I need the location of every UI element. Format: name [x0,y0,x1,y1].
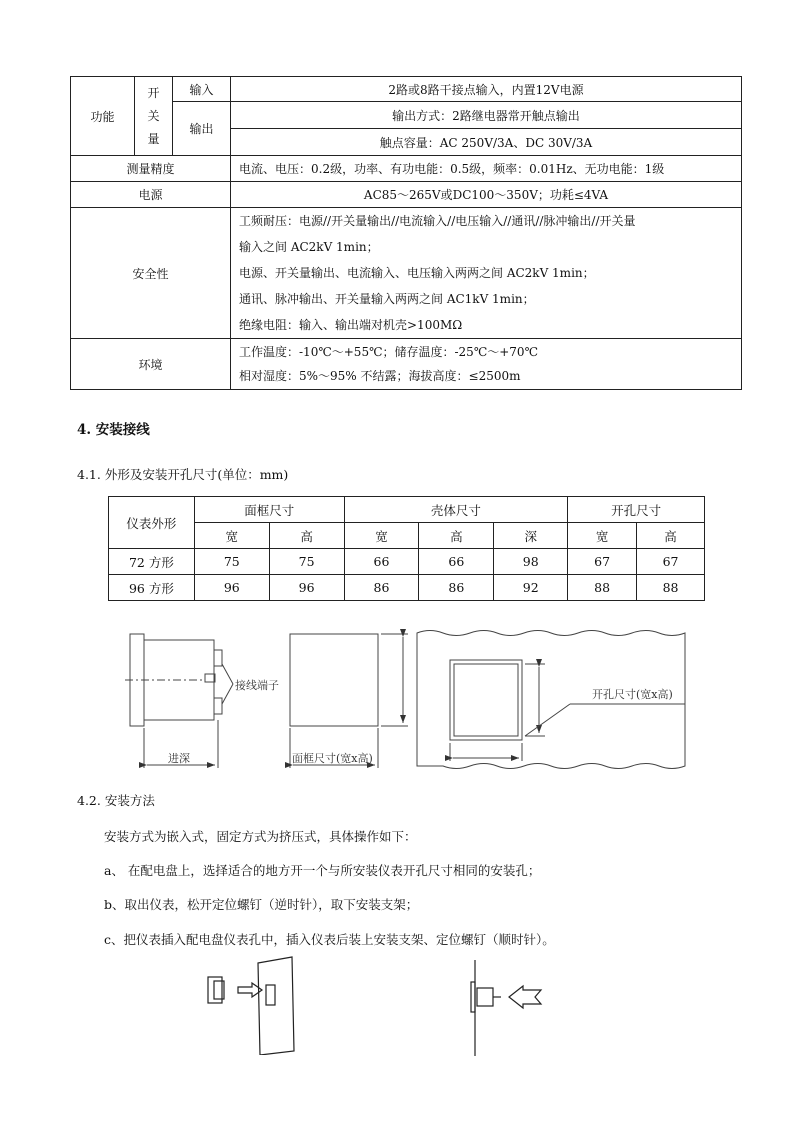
section-4-2-title: 4.2. 安装方法 [77,793,155,808]
step-b: b、取出仪表，松开定位螺钉（逆时针），取下安装支架； [104,897,419,912]
cell: 66 [344,549,419,575]
cell: 86 [419,575,494,601]
subheader-cutout-height: 高 [637,523,705,549]
section-4-1-title: 4.1. 外形及安装开孔尺寸(单位：mm) [77,467,289,482]
env-label: 环境 [71,339,231,390]
dimension-diagram [125,628,690,776]
switch-char-2: 关 [147,108,160,123]
safety-line-2: 输入之间 AC2kV 1min； [239,240,379,254]
accuracy-value: 电流、电压：0.2级，功率、有功电能：0.5级，频率：0.01Hz、无功电能：1级 [231,156,742,182]
function-label: 功能 [71,77,135,156]
cell: 96 [194,575,269,601]
input-value: 2路或8路干接点输入，内置12V电源 [231,77,742,102]
table-row [109,575,705,601]
cutout-size-label: 开孔尺寸(宽x高) [592,688,673,701]
safety-line-1: 工频耐压：电源//开关量输出//电流输入//电压输入//通讯//脉冲输出//开关量 [239,214,636,228]
input-label: 输入 [173,77,231,102]
spec-table [70,76,742,390]
subheader-cutout-width: 宽 [568,523,637,549]
front-view-drawing [290,634,408,768]
install-illustration-left [200,955,300,1055]
cell: 67 [637,549,705,575]
install-intro: 安装方式为嵌入式，固定方式为挤压式，具体操作如下： [104,829,417,844]
safety-line-3: 电源、开关量输出、电流输入、电压输入两两之间 AC2kV 1min； [239,266,595,280]
subheader-frame-height: 高 [269,523,344,549]
section-4-title: 4. 安装接线 [77,422,150,438]
output-label: 输出 [173,102,231,156]
cell: 88 [568,575,637,601]
accuracy-label: 测量精度 [71,156,231,182]
row-shape: 72 方形 [109,549,195,575]
side-view-drawing [125,634,233,768]
step-c: c、把仪表插入配电盘仪表孔中，插入仪表后装上安装支架、定位螺钉（顺时针）。 [104,932,555,947]
dimension-table [108,496,705,601]
cell: 92 [494,575,568,601]
cell: 67 [568,549,637,575]
power-value: AC85～265V或DC100～350V；功耗≤4VA [231,182,742,208]
env-line-2: 相对湿度：5%～95% 不结露；海拔高度：≤2500m [239,369,521,383]
power-label: 电源 [71,182,231,208]
safety-value [231,208,742,339]
env-line-1: 工作温度：-10℃～+55℃；储存温度：-25℃～+70℃ [239,345,538,359]
cell: 86 [344,575,419,601]
row-shape: 96 方形 [109,575,195,601]
subheader-frame-width: 宽 [194,523,269,549]
install-illustration-right [465,960,555,1060]
safety-line-4: 通讯、脉冲输出、开关量输入两两之间 AC1kV 1min； [239,292,535,306]
cell: 75 [269,549,344,575]
subheader-case-height: 高 [419,523,494,549]
env-value [231,339,742,390]
cell: 96 [269,575,344,601]
frame-size-label: 面框尺寸(宽x高) [292,752,373,765]
switch-label [135,77,173,156]
table-row [109,549,705,575]
group-frame: 面框尺寸 [194,497,344,523]
step-a: a、 在配电盘上，选择适合的地方开一个与所安装仪表开孔尺寸相同的安装孔； [104,863,541,878]
switch-char-3: 量 [147,131,160,146]
safety-label: 安全性 [71,208,231,339]
output-mode: 输出方式：2路继电器常开触点输出 [231,102,742,129]
cell: 88 [637,575,705,601]
safety-line-5: 绝缘电阻：输入、输出端对机壳>100MΩ [239,318,463,332]
group-case: 壳体尺寸 [344,497,568,523]
cell: 66 [419,549,494,575]
subheader-case-depth: 深 [494,523,568,549]
switch-char-1: 开 [147,85,160,100]
subheader-case-width: 宽 [344,523,419,549]
depth-label: 进深 [168,752,190,765]
output-capacity: 触点容量：AC 250V/3A、DC 30V/3A [231,129,742,156]
terminal-label: 接线端子 [235,679,279,692]
group-cutout: 开孔尺寸 [568,497,705,523]
shape-header: 仪表外形 [109,497,195,549]
cell: 98 [494,549,568,575]
cell: 75 [194,549,269,575]
